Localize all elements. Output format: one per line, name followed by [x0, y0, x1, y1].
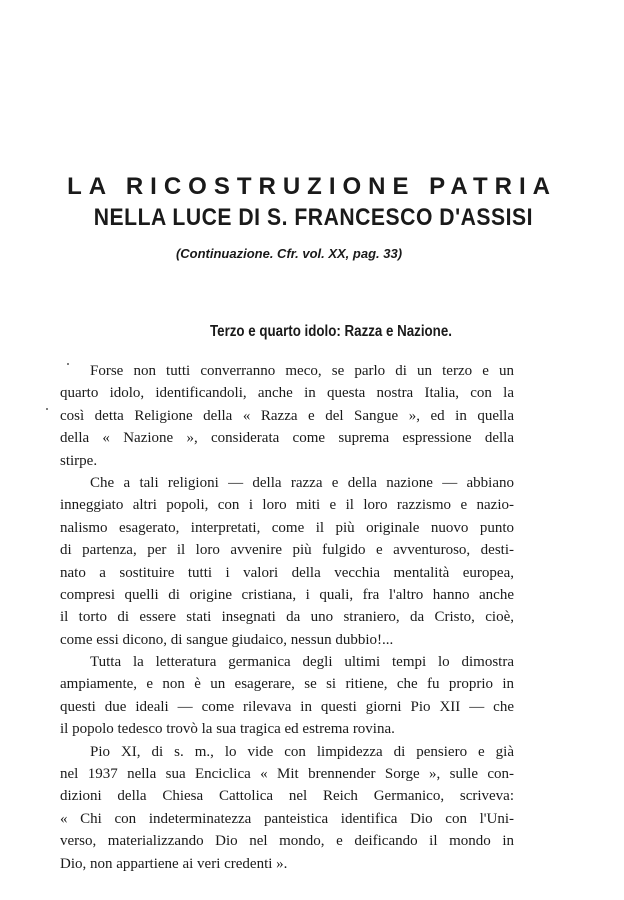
body-line: quarto idolo, identificandoli, anche in questa nostra Italia, con la [60, 385, 514, 402]
body-line: Pio XI, di s. m., lo vide con limpidezza di pensiero e già [90, 743, 514, 760]
body-line: Forse non tutti converranno meco, se parlo di un terzo e un [90, 363, 514, 379]
body-line: Che a tali religioni — della razza e della nazione — abbiano [90, 474, 514, 491]
body-line: stirpe. [60, 452, 98, 469]
body-line: « Chi con indeterminatezza panteistica identifica Dio con l'Uni- [60, 810, 514, 827]
body-line: nalismo esagerato, interpretati, come il più originale nuovo punto [60, 519, 514, 536]
body-line: ampiamente, e non è un esagerare, se si ritiene, che fu proprio in [60, 676, 514, 693]
article-body [60, 360, 514, 875]
scan-speck [67, 363, 69, 365]
continuation-note: (Continuazione. Cfr. vol. XX, pag. 33) [175, 246, 403, 261]
body-line: come essi dicono, di sangue giudaico, nessun dubbio!... [60, 631, 394, 648]
article-title-line-2: NELLA LUCE DI S. FRANCESCO D'ASSISI [93, 204, 534, 231]
body-line: questi due ideali — come rilevava in questi giorni Pio XII — che [60, 698, 514, 715]
body-line: nato a sostituire tutti i valori della vecchia mentalità europea, [60, 564, 514, 581]
scan-speck [46, 408, 48, 410]
body-line: verso, materializzando Dio nel mondo, e deificando il mondo in [60, 833, 514, 850]
body-line: inneggiato altri popoli, con i loro miti e il loro razzismo e nazio- [60, 497, 514, 514]
body-line: compresi quelli di origine cristiana, i quali, fra l'altro hanno anche [60, 586, 514, 603]
body-line: nel 1937 nella sua Enciclica « Mit brennender Sorge », sulle con- [60, 766, 514, 783]
body-line: dizioni della Chiesa Cattolica nel Reich Germanico, scriveva: [60, 788, 514, 805]
body-line: della « Nazione », considerata come suprema espressione della [60, 430, 514, 447]
body-line: il popolo tedesco trovò la sua tragica ed estrema rovina. [60, 721, 395, 738]
section-heading: Terzo e quarto idolo: Razza e Nazione. [210, 323, 452, 340]
body-line: di partenza, per il loro avvenire più fulgido e avventuroso, desti- [60, 542, 514, 559]
body-line: Tutta la letteratura germanica degli ultimi tempi lo dimostra [90, 654, 514, 671]
article-title-line-1: LA RICOSTRUZIONE PATRIA [67, 173, 557, 200]
body-line: il torto di essere stati insegnati da uno straniero, da Cristo, cioè, [60, 609, 514, 626]
body-line: Dio, non appartiene ai veri credenti ». [60, 855, 288, 872]
body-line: così detta Religione della « Razza e del Sangue », ed in quella [60, 407, 514, 424]
